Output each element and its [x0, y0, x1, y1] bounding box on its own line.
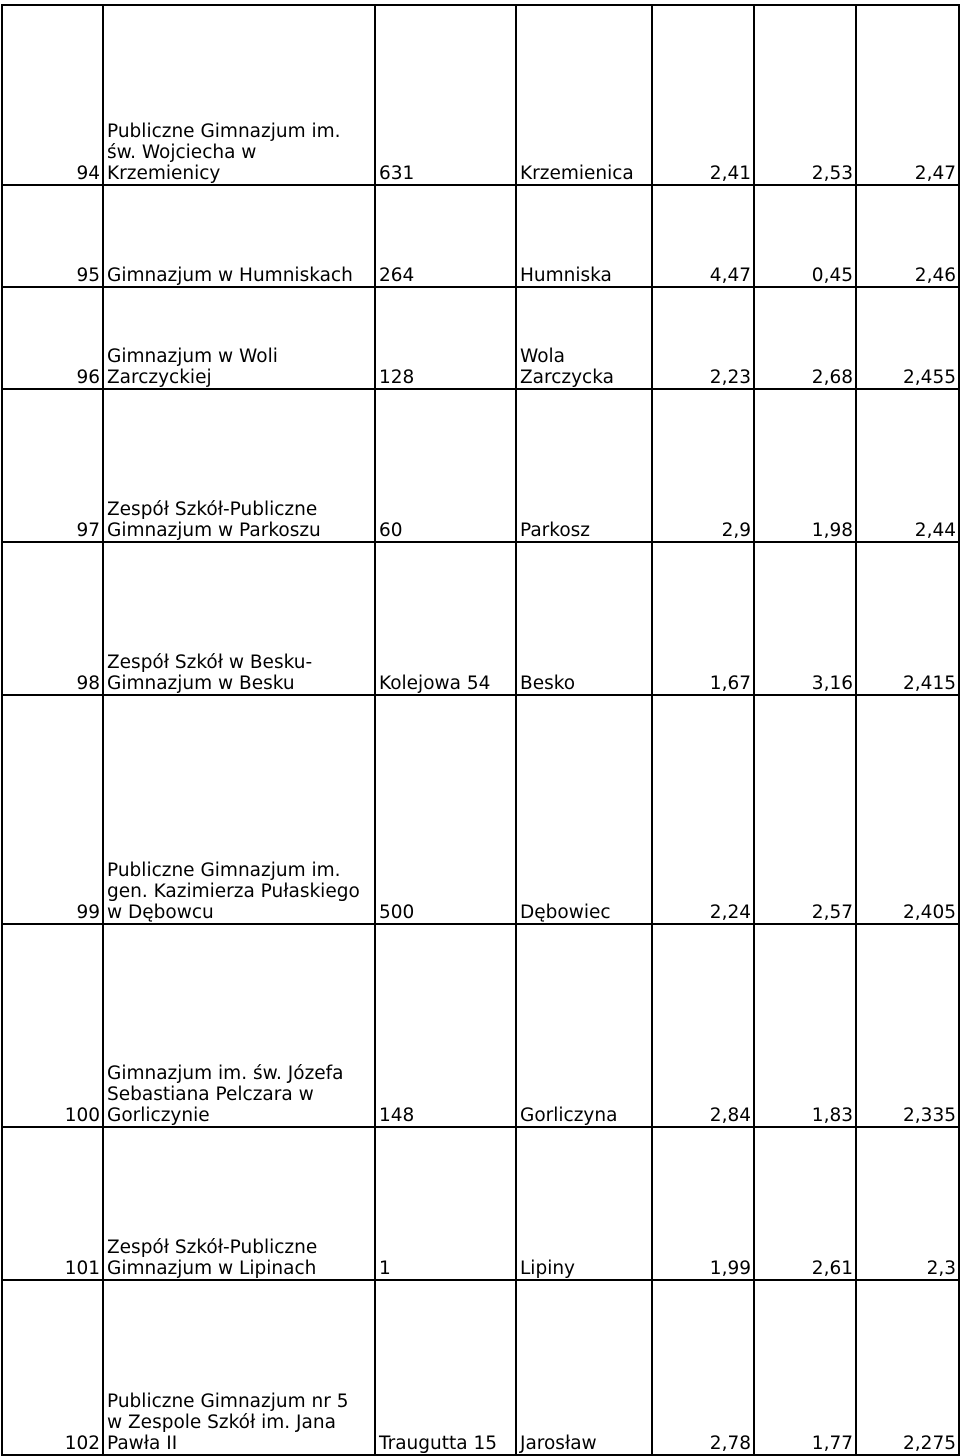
score-average: 2,405 [856, 695, 959, 924]
score-average: 2,415 [856, 542, 959, 695]
school-city: Humniska [516, 185, 652, 287]
score-1: 2,24 [652, 695, 754, 924]
school-name: Zespół Szkół-Publiczne Gimnazjum w Lipinach [103, 1127, 375, 1280]
score-2: 2,68 [754, 287, 856, 389]
score-1: 2,9 [652, 389, 754, 542]
score-2: 2,53 [754, 5, 856, 185]
school-name: Gimnazjum w Humniskach [103, 185, 375, 287]
table-row [2, 695, 959, 924]
score-average: 2,335 [856, 924, 959, 1127]
score-2: 1,98 [754, 389, 856, 542]
school-address: Traugutta 15 [375, 1280, 516, 1455]
school-city: Parkosz [516, 389, 652, 542]
row-number: 99 [2, 695, 103, 924]
score-1: 1,67 [652, 542, 754, 695]
table-row [2, 389, 959, 542]
school-name: Zespół Szkół-Publiczne Gimnazjum w Parkoszu [103, 389, 375, 542]
school-address: 60 [375, 389, 516, 542]
score-2: 3,16 [754, 542, 856, 695]
score-1: 2,41 [652, 5, 754, 185]
table-row [2, 542, 959, 695]
school-name: Gimnazjum w Woli Zarczyckiej [103, 287, 375, 389]
row-number: 97 [2, 389, 103, 542]
school-city: Lipiny [516, 1127, 652, 1280]
table-row [2, 185, 959, 287]
school-name: Zespół Szkół w Besku- Gimnazjum w Besku [103, 542, 375, 695]
school-city: Krzemienica [516, 5, 652, 185]
score-average: 2,44 [856, 389, 959, 542]
school-address: 631 [375, 5, 516, 185]
table-row [2, 1127, 959, 1280]
score-average: 2,46 [856, 185, 959, 287]
school-city: Besko [516, 542, 652, 695]
score-average: 2,3 [856, 1127, 959, 1280]
score-1: 2,78 [652, 1280, 754, 1455]
school-city: Jarosław [516, 1280, 652, 1455]
table-row [2, 924, 959, 1127]
score-average: 2,47 [856, 5, 959, 185]
school-name: Gimnazjum im. św. Józefa Sebastiana Pelczara w Gorliczynie [103, 924, 375, 1127]
school-address: Kolejowa 54 [375, 542, 516, 695]
row-number: 98 [2, 542, 103, 695]
score-average: 2,455 [856, 287, 959, 389]
score-2: 0,45 [754, 185, 856, 287]
score-1: 2,84 [652, 924, 754, 1127]
score-1: 1,99 [652, 1127, 754, 1280]
row-number: 94 [2, 5, 103, 185]
score-1: 4,47 [652, 185, 754, 287]
school-address: 148 [375, 924, 516, 1127]
score-1: 2,23 [652, 287, 754, 389]
score-2: 2,61 [754, 1127, 856, 1280]
score-average: 2,275 [856, 1280, 959, 1455]
school-city: Gorliczyna [516, 924, 652, 1127]
school-city: Wola Zarczycka [516, 287, 652, 389]
school-address: 1 [375, 1127, 516, 1280]
row-number: 101 [2, 1127, 103, 1280]
table-row [2, 5, 959, 185]
table-body [2, 5, 959, 1455]
row-number: 96 [2, 287, 103, 389]
table-row [2, 287, 959, 389]
row-number: 102 [2, 1280, 103, 1455]
score-2: 1,77 [754, 1280, 856, 1455]
row-number: 100 [2, 924, 103, 1127]
school-name: Publiczne Gimnazjum im. św. Wojciecha w Krzemienicy [103, 5, 375, 185]
row-number: 95 [2, 185, 103, 287]
school-address: 128 [375, 287, 516, 389]
score-2: 1,83 [754, 924, 856, 1127]
school-address: 500 [375, 695, 516, 924]
school-results-table [1, 4, 960, 1456]
school-name: Publiczne Gimnazjum im. gen. Kazimierza Pułaskiego w Dębowcu [103, 695, 375, 924]
school-city: Dębowiec [516, 695, 652, 924]
score-2: 2,57 [754, 695, 856, 924]
school-address: 264 [375, 185, 516, 287]
school-name: Publiczne Gimnazjum nr 5 w Zespole Szkół im. Jana Pawła II [103, 1280, 375, 1455]
table-row [2, 1280, 959, 1455]
